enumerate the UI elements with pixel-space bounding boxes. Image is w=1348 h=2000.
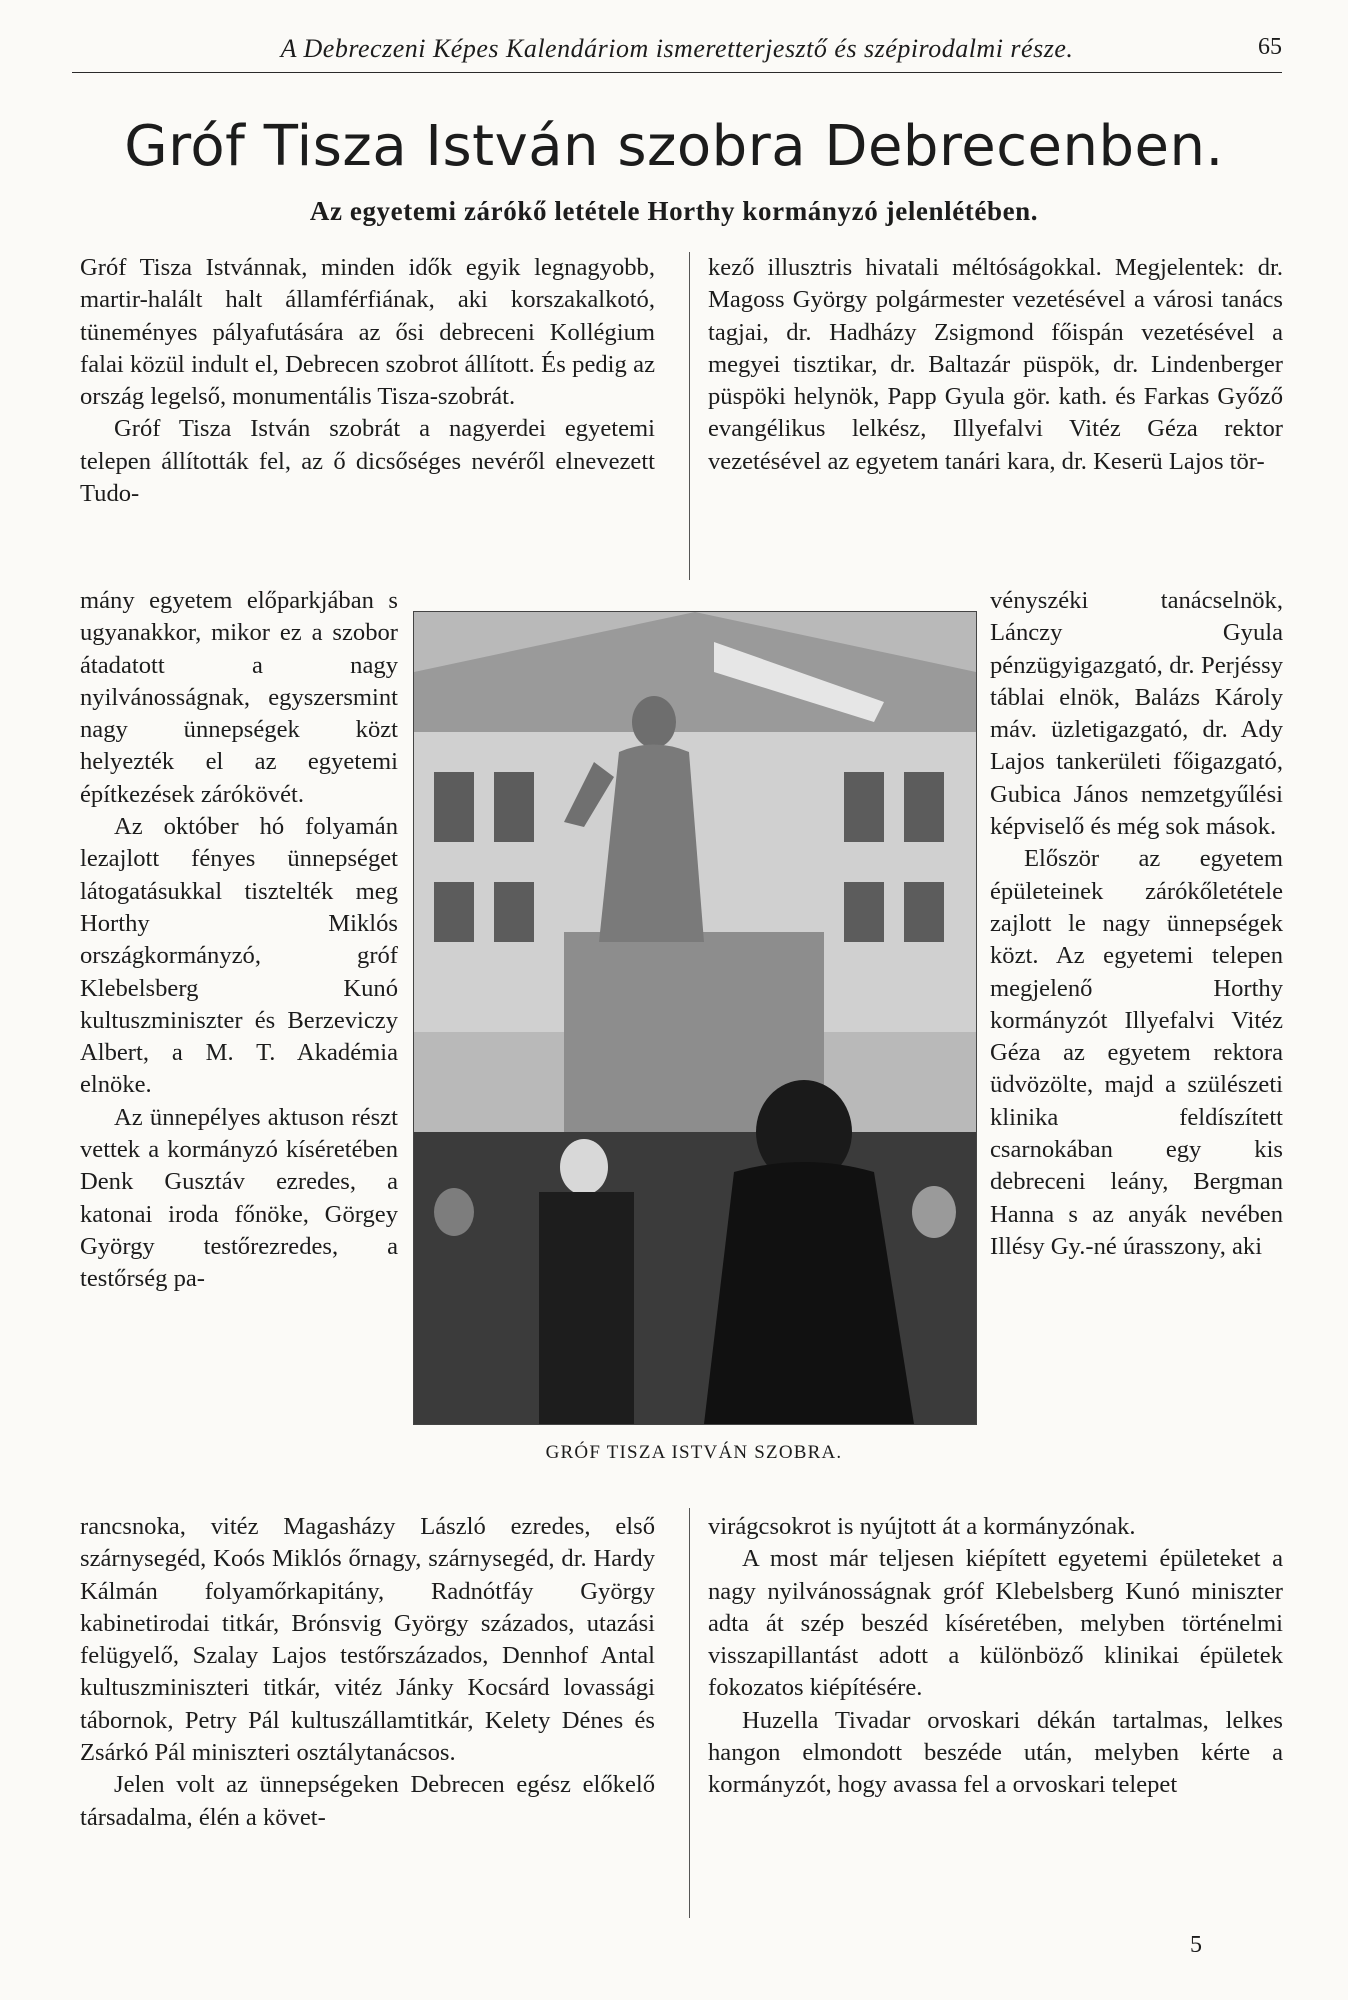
running-title: A Debreczeni Képes Kalendáriom ismeretterjesztő és szépirodalmi része. [280,34,1074,63]
signature-mark: 5 [1190,1932,1202,1958]
paragraph: A most már teljesen kiépített egyetemi épületeket a nagy nyilvánosságnak gróf Klebelsberg Kunó miniszter adta át szép beszéd kíséretében, melyben történelmi visszapillantást adott a különböző klinikai épületek fokozatos kiépítésére. [708,1545,1283,1702]
article-title: Gróf Tisza István szobra Debrecenben. [124,114,1224,179]
left-column-bottom [80,1511,655,1834]
paragraph: kező illusztris hivatali méltóságokkal. Megjelentek: dr. Magoss György polgármester vezetésével a városi tanács tagjai, dr. Hadházy Zsigmond főispán vezetésével a megyei tisztikar, dr. Baltazár püspök, dr. Lindenberger püspöki helynök, Papp Gyula gör. kath. és Farkas Győző evangélikus lelkész, Illyefalvi Vitéz Géza rektor vezetésével az egyetem tanári kara, dr. Keserü Lajos tör- [708,254,1283,475]
page-number: 65 [1258,34,1282,60]
paragraph: Gróf Tisza István szobrát a nagyerdei egyetemi telepen állították fel, az ő dicsőséges nevéről elnevezett Tudo- [80,415,655,508]
column-divider [689,252,690,580]
right-column-top [708,252,1283,478]
statue-photo [413,611,977,1425]
paragraph: Az október hó folyamán lezajlott fényes ünnepséget látogatásukkal tisztelték meg Horthy Miklós országkormányzó, gróf Klebelsberg Kunó kultuszminiszter és Berzeviczy Albert, a M. T. Akadémia elnöke. [80,813,398,1099]
column-divider [689,1508,690,1918]
paragraph: Jelen volt az ünnepségeken Debrecen egész előkelő társadalma, élén a követ- [80,1771,655,1831]
paragraph: virágcsokrot is nyújtott át a kormányzónak. [708,1513,1136,1540]
left-column-narrow [80,585,398,1296]
paragraph: Először az egyetem épületeinek zárókőletétele zajlott le nagy ünnepségek közt. Az egyetemi telepen megjelenő Horthy kormányzót Illyefalvi Vitéz Géza az egyetem rektora üdvözölte, majd a szülészeti klinika feldíszített csarnokában egy kis debreceni leány, Bergman Hanna s az anyák nevében Illésy Gy.-né úrasszony, aki [990,845,1283,1260]
running-header [72,34,1282,73]
photo-caption: GRÓF TISZA ISTVÁN SZOBRA. [545,1442,843,1463]
paragraph: Gróf Tisza Istvánnak, minden idők egyik legnagyobb, martir-halált halt államférfiának, aki korszakalkotó, tüneményes pályafutására az ősi debreceni Kollégium falai közül indult el, Debrecen szobrot állított. És pedig az ország legelső, monumentális Tisza-szobrát. [80,254,655,411]
left-column-top [80,252,655,510]
paragraph: vényszéki tanácselnök, Lánczy Gyula pénzügyigazgató, dr. Perjéssy táblai elnök, Balázs Károly máv. üzletigazgató, dr. Ady Lajos tankerületi főigazgató, Gubica János nemzetgyűlési képviselő és még sok mások. [990,587,1283,841]
paragraph: rancsnoka, vitéz Magasházy László ezredes, első szárnysegéd, Koós Miklós őrnagy, szárnysegéd, dr. Hardy Kálmán folyamőrkapitány, Radnótfáy György kabinetirodai titkár, Brónsvig György százados, utazási felügyelő, Szalay Lajos testőrszázados, Dennhof Antal kultuszminiszteri titkár, vitéz Jánky Kocsárd lovassági tábornok, Petry Pál kultuszállamtitkár, Kelety Dénes és Zsárkó Pál miniszteri osztálytanácsos. [80,1513,655,1767]
paragraph: mány egyetem előparkjában s ugyanakkor, mikor ez a szobor átadatott a nagy nyilvánosságnak, egyszersmint nagy ünnepségek közt helyezték el az egyetemi építkezések zárókövét. [80,587,398,808]
paragraph: Huzella Tivadar orvoskari dékán tartalmas, lelkes hangon elmondott beszéde után, melyben kérte a kormányzót, hogy avassa fel a orvoskari telepet [708,1706,1283,1799]
article-subtitle: Az egyetemi zárókő letétele Horthy kormányzó jelenlétében. [309,196,1039,226]
right-column-bottom [708,1511,1283,1802]
paragraph: Az ünnepélyes aktuson részt vettek a kormányzó kíséretében Denk Gusztáv ezredes, a katonai iroda főnöke, Görgey György testőrezredes, a testőrség pa- [80,1103,398,1293]
statue-photo-illustration [414,612,976,1424]
right-column-narrow [990,585,1283,1263]
